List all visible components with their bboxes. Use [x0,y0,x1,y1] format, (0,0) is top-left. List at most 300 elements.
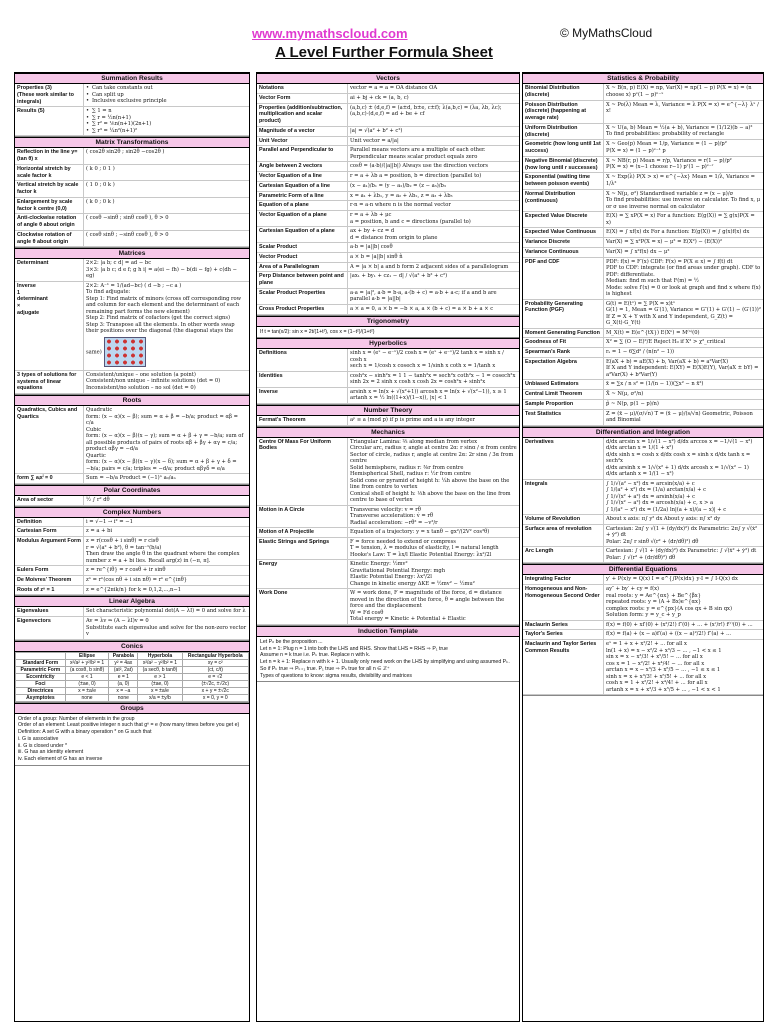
formula-row [15,282,249,371]
table-cell: Directrices [16,687,66,694]
formula-value: G(t) = E(tˣ) = ∑ P(X = x)tˣ G(1) = 1, Mean = G′(1), Variance = G″(1) + G′(1) − (G′(1))² If Z = X + Y with X and Y independent, G_Z(t) = G_X(t)·G_Y(t) [606,300,761,326]
formula-row [15,617,249,640]
section-mechanics [257,427,519,626]
formula-value: aᵖ ≡ a (mod p) if p is prime and a is any integer [350,416,476,423]
formula-label: Taylor's Series [523,630,604,639]
formula-label: Angle between 2 vectors [257,162,348,171]
formula-value: ai + bj + ck = (a, b, c) [350,94,409,101]
formula-label: Quadratics, Cubics and Quartics [15,406,84,473]
table-header-cell: Rectangular Hyperbola [182,652,248,659]
formula-row [257,201,519,211]
formula-row [523,358,763,381]
formula-label: Vector Equation of a plane [257,211,348,226]
formula-label: Area of sector [15,496,84,505]
section-text: If t = tan(x/2): sin x = 2t/(1+t²), cos x = (1−t²)/(1+t²) [260,328,375,335]
formula-label: Integrating Factor [523,575,604,584]
formula-label: Eigenvectors [15,617,84,639]
formula-label: Reflection in the line y=(tan θ) x [15,148,84,164]
section-vectors [257,73,519,316]
bullet-item: • Can take constants out [86,85,247,92]
formula-label: Cartesian Equation of a line [257,182,348,191]
formula-row [523,190,763,213]
formula-value: X ~ Exp(λ) P(X > x) = e^{−λx} Mean = 1/λ, Variance = 1/λ² [606,174,756,187]
formula-row [257,372,519,388]
formula-row [15,148,249,165]
formula-label: Modulus Argument Form [15,537,84,565]
formula-row [15,371,249,394]
formula-row [257,438,519,506]
section-title: Summation Results [15,73,249,84]
formula-label: Eigenvalues [15,607,84,616]
section-diff_eq [523,564,763,696]
formula-label: Expectation Algebra [523,358,604,380]
formula-value: 2×2: A⁻¹ = 1/(ad−bc) ( d −b ; −c a ) To find adjugate: Step 1: Find matrix of minors (cross off corresponding row and column for each element and the determinant of each remaining part forms the new element) Step 2: Find matrix of cofactors (get the correct signs) Step 3: Transpose all the elements. In other words swap their positions over the diagonal (the diagonal stays the same) [84,282,249,370]
formula-value: X² = ∑ (O − E)²/E Reject H₀ if X² > χ²_critical [606,339,726,346]
formula-value: X ~ Geo(p) Mean = 1/p, Variance = (1 − p)/p² P(X = x) = (1 − p)ˣ⁻¹ p [606,141,727,154]
formula-label: Maclaurin Series [523,621,604,630]
formula-value: ( k 0 ; 0 1 ) [86,165,115,172]
formula-row [523,525,763,548]
table-cell: x + y = ±√2c [182,687,248,694]
formula-row [523,630,763,640]
section-title: Conics [15,641,249,652]
formula-row [523,258,763,300]
formula-row [523,228,763,238]
formula-row [15,586,249,596]
formula-label: Parametric Form of a line [257,192,348,201]
table-row [16,687,249,694]
formula-label: Properties (addition/subtraction, multiplication and scalar product) [257,104,348,126]
formula-value: ( cosθ −sinθ ; sinθ cosθ ), θ > 0 [86,215,169,222]
formula-row [523,238,763,248]
section-linear_algebra [15,596,249,640]
formula-row [523,248,763,258]
conics-table [15,652,249,702]
formula-row [257,263,519,273]
formula-row [523,621,763,631]
formula-label: Inverse 1 determinant × adjugate [15,282,84,370]
formula-row [257,305,519,315]
formula-value: A = |a × b| a and b form 2 adjacent sides of a parallelogram [350,263,509,270]
formula-label: Expected Value Continuous [523,228,604,237]
section-matrix_transformations [15,137,249,248]
table-cell: xy = c² [182,659,248,666]
formula-value: |ax₁ + by₁ + cz₁ − d| / √(a² + b² + c²) [350,273,448,280]
section-title: Complex Numbers [15,507,249,518]
formula-label: Motion in A Circle [257,506,348,528]
formula-value: r = a + λb + μc a = position, b and c = directions (parallel to) [350,212,471,225]
formula-value: a·a = |a|², a·b = b·a, a·(b + c) = a·b + a·c; if a and b are parallel a·b = |a||b| [350,289,497,303]
formula-value: Equation of a trajectory: y = x tanθ − gx²/(2V² cos²θ) [350,529,490,535]
table-cell: (a secθ, b tanθ) [138,666,182,673]
formula-row [523,400,763,410]
bullet-item: • Can split up [86,92,247,99]
formula-row [257,388,519,404]
section-title: Groups [15,703,249,714]
formula-value: Consistent/unique – one solution (a point) Consistent/non unique – infinite solutions (det = 0) Inconsistent/no solution – no sol (det = 0) [86,371,221,391]
table-row [16,659,249,666]
formula-value: a × a = 0, a × b = −b × a, a × (b + c) = a × b + a × c [350,305,494,312]
formula-row [523,173,763,190]
formula-label: Variance Discrete [523,238,604,247]
formula-label: Homogeneous and Non-Homogeneous Second Order [523,585,604,620]
formula-label: Scalar Product Properties [257,289,348,304]
formula-row [523,480,763,516]
formula-row [523,157,763,174]
formula-value: ( cos2θ sin2θ ; sin2θ −cos2θ ) [86,149,165,156]
table-cell: none [65,694,109,701]
formula-value: ( cosθ sinθ ; −sinθ cosθ ), θ > 0 [86,231,169,238]
formula-label: Eulers Form [15,566,84,575]
formula-row [15,607,249,617]
table-header-cell: Ellipse [65,652,109,659]
section-polar [15,485,249,507]
formula-value: Sum = −b/a Product = (−1)ⁿ a₀/aₙ [86,475,176,481]
formula-value: Z = (x̄ − μ)/(σ/√n) T = (x̄ − μ)/(s/√n) Geometric, Poisson and Binomial [606,410,753,423]
header [0,0,768,61]
formula-row [523,300,763,329]
formula-label: Parallel and Perpendicular to [257,146,348,161]
formula-row [257,253,519,263]
table-cell: x = ±a/e [138,687,182,694]
formula-row [15,231,249,248]
formula-value: z = re^{iθ} = r cosθ + ir sinθ [86,567,166,573]
formula-row [523,101,763,124]
formula-value: E(X) = ∑ xP(X = x) For a function: E(g(X)) = ∑ g(x)P(X = x) [606,213,755,226]
section-title: Hyperbolics [257,338,519,349]
formula-value: ∫ 1/√(a² − x²) dx = arcsin(x/a) + c ∫ 1/(a² + x²) dx = (1/a) arctan(x/a) + c ∫ 1/√(x² + a²) dx = arsinh(x/a) + c ∫ 1/√(x² − a²) dx = arcosh(x/a) + c, x > a ∫ 1/(a² − x²) dx = (1/2a) ln|(a + x)/(a − x)| + c [606,480,727,513]
formula-row [15,165,249,182]
section-roots [15,395,249,485]
formula-row [523,348,763,358]
table-cell: (±√2c, ±√2c) [182,680,248,687]
column-left [14,72,250,1022]
formula-value: vector = a = a = OA distance OA [350,85,438,91]
formula-value [84,84,249,106]
formula-label: Spearman's Rank [523,348,604,357]
formula-label: Exponential (waiting time between poisson events) [523,173,604,189]
formula-row [523,329,763,339]
formula-row [523,547,763,563]
formula-label: Anti-clockwise rotation of angle θ about origin [15,214,84,230]
formula-value: Var(X) = ∫ x²f(x) dx − μ² [606,248,670,255]
formula-label: Definitions [257,349,348,371]
formula-value: Parallel means vectors are a multiple of each other. Perpendicular means scalar product equals zero [350,147,486,160]
section-title: Vectors [257,73,519,84]
formula-label: Surface area of revolution [523,525,604,547]
formula-label: Variance Continuous [523,248,604,257]
formula-row [523,380,763,390]
formula-row [523,410,763,426]
site-link[interactable]: www.mymathscloud.com [252,26,408,41]
formula-label: form ∑ aᵢxⁱ = 0 [15,474,84,483]
formula-label: Arc Length [523,547,604,562]
formula-value: X ~ Po(λ) Mean = λ, Variance = λ P(X = x) = e^{−λ} λˣ / x! [606,101,759,114]
formula-value: f(x) = f(0) + xf′(0) + (x²/2!) f″(0) + ... + (xʳ/r!) f⁽ʳ⁾(0) + ... [606,621,753,628]
section-title: Trigonometry [257,316,519,327]
section-matrices [15,248,249,395]
section-title: Matrices [15,248,249,259]
formula-label: Equation of a plane [257,201,348,210]
section-title: Matrix Transformations [15,137,249,148]
section-conics [15,641,249,703]
formula-value: zⁿ = rⁿ(cos nθ + i sin nθ) = rⁿ e^{inθ} [86,576,188,583]
formula-label: Cartesian Equation of a plane [257,227,348,242]
formula-value: ½ ∫ r² dθ [86,496,110,503]
formula-value: z = r(cosθ + i sinθ) = r cisθ r = √(a² + b²), θ = tan⁻¹(b/a) Then draw the angle θ in the quadrant where the complex number z = a + bi lies. Recall arg(z) in (−π, π]. [86,538,240,564]
formula-value: |a| = √(a² + b² + c²) [350,127,403,134]
section-title: Linear Algebra [15,596,249,607]
formula-label: Centre Of Mass For Uniform Bodies [257,438,348,505]
formula-row [523,212,763,228]
table-cell: e = 1 [109,673,138,680]
bullet-item: • ∑ r = ½n(n+1) [86,115,247,122]
formula-value: X̄ ~ N(μ, σ²/n) [606,391,644,397]
formula-value: arsinh x = ln(x + √(x²+1)) arcosh x = ln(x + √(x²−1)), x ≥ 1 artanh x = ½ ln((1+x)/(1−x)), |x| < 1 [350,388,507,402]
formula-row [257,272,519,289]
formula-label: Perp Distance between point and plane [257,272,348,288]
formula-label: Cartesian Form [15,527,84,536]
formula-label: Magnitude of a vector [257,127,348,136]
table-cell: x²/a² + y²/b² = 1 [65,659,109,666]
formula-value: d/dx arcsin x = 1/√(1 − x²) d/dx arccos x = −1/√(1 − x²) d/dx arctan x = 1/(1 + x²) d/dx sinh x = cosh x d/dx cosh x = sinh x d/dx tanh x = sech²x d/dx arsinh x = 1/√(x² + 1) d/dx arcosh x = 1/√(x² − 1) d/dx artanh x = 1/(1 − x²) [606,438,753,477]
formula-label: Work Done [257,589,348,624]
formula-label: Determinant [15,259,84,281]
column-right [522,72,764,1022]
table-cell: y² = 4ax [109,659,138,666]
formula-row [15,107,249,136]
formula-label: Negative Binomial (discrete) (how long until r successes) [523,157,604,173]
table-cell: (at², 2at) [109,666,138,673]
formula-row [257,84,519,94]
formula-value: ( 1 0 ; 0 k ) [86,182,115,189]
formula-row [257,182,519,192]
formula-row [15,496,249,506]
table-cell: x = ±a/e [65,687,109,694]
section-title: Statistics & Probability [523,73,763,84]
formula-row [257,137,519,147]
formula-value: x = a₁ + λb₁, y = a₂ + λb₂, z = a₃ + λb₃ [350,192,453,199]
section-title: Roots [15,395,249,406]
formula-row [257,146,519,162]
formula-row [257,192,519,202]
formula-value: E(aX + b) = aE(X) + b, Var(aX + b) = a²Var(X) If X and Y independent: E(XY) = E(X)E(Y), Var(aX ± bY) = a²Var(X) + b²Var(Y) [606,358,759,378]
formula-row [257,162,519,172]
table-cell: Parametric Form [16,666,66,673]
formula-value: (a,b,c) ± (d,e,f) = (a±d, b±e, c±f); λ(a,b,c) = (λa, λb, λc); (a,b,c)·(d,e,f) = ad + be + cf [350,104,502,117]
formula-value: X ~ N(μ, σ²) Standardised variable z = (x − μ)/σ To find probabilities: use inverse on calculator. To find x, μ or σ use inverse normal on calculator [606,190,761,210]
formula-label: Volume of Revolution [523,515,604,524]
formula-value: sinh x = (eˣ − e⁻ˣ)/2 cosh x = (eˣ + e⁻ˣ)/2 tanh x = sinh x / cosh x sech x = 1/cosh x cosech x = 1/sinh x coth x = 1/tanh x [350,350,504,370]
section-groups [15,703,249,766]
table-cell: (±ae, 0) [138,680,182,687]
formula-value: ( k 0 ; 0 k ) [86,198,115,205]
formula-row [523,390,763,400]
formula-label: Energy [257,560,348,588]
formula-row [257,528,519,538]
column-middle [256,72,520,1022]
formula-value: r·n = a·n where n is the normal vector [350,202,451,209]
formula-value: M_X(t) = E(e^{tX}) E(Xⁿ) = M⁽ⁿ⁾(0) [606,329,700,336]
table-cell: e = √2 [182,673,248,680]
formula-value: z = a + bi [86,528,113,535]
formula-value: Set characteristic polynomial det(A − λI) = 0 and solve for λ [86,608,246,615]
section-title: Mechanics [257,427,519,438]
formula-row [15,406,249,474]
formula-label: Horizontal stretch by scale factor k [15,165,84,181]
formula-label: Normal Distribution (continuous) [523,190,604,212]
section-complex [15,507,249,597]
formula-value: Cartesian: 2π∫ y √(1 + (dy/dx)²) dx Parametric: 2π∫ y √(ẋ² + ẏ²) dt Polar: 2π∫ r sinθ √(r² + (dr/dθ)²) dθ [606,525,758,545]
formula-label: Properties (3) (These work similar to integrals) [15,84,84,106]
table-cell: Standard Form [16,659,66,666]
formula-row [523,338,763,348]
formula-value: 2×2: |a b; c d| = ad − bc 3×3: |a b c; d e f; g h i| = a(ei − fh) − b(di − fg) + c(dh − eg) [86,260,238,280]
table-cell: e < 1 [65,673,109,680]
formula-label: Test Statistics [523,410,604,425]
table-cell: (ct, c/t) [182,666,248,673]
formula-value: Cartesian: ∫ √(1 + (dy/dx)²) dx Parametric: ∫ √(ẋ² + ẏ²) dt Polar: ∫ √(r² + (dr/dθ)²) dθ [606,548,757,561]
formula-value: cosθ = (a·b)/(|a||b|) Always use the direction vectors [350,163,489,170]
section-title: Differential Equations [523,564,763,575]
formula-label: Enlargement by scale factor k centre (0,0) [15,198,84,214]
formula-label: 3 types of solutions for systems of linear equations [15,371,84,393]
formula-label: Scalar Product [257,243,348,252]
bullet-item: • ∑ r³ = ¼n²(n+1)² [86,128,247,135]
formula-label: Maclaurin and Taylor Series Common Results [523,640,604,694]
formula-value: Quadratic form: (x − α)(x − β); sum = α + β = −b/a; product = αβ = c/a Cubic form: (x − α)(x − β)(x − γ); sum = α + β + γ = −b/a; sum of all possible products of pairs of roots αβ + βγ + αγ = c/a; product αβγ = −d/a Quartic form: (x − α)(x − β)(x − γ)(x − δ); sum = α + β + γ + δ = −b/a; pairs = c/a; triples = −d/a; product αβγδ = e/a [86,407,244,472]
formula-value: r = a + λb a = position, b = direction (parallel to) [350,173,482,179]
section-diff_int [523,427,763,565]
formula-value: Transverse velocity: v = rθ̇ Transverse acceleration: v̇ = rθ̈ Radial acceleration: −rθ̇² = −v²/r [350,506,438,526]
formula-row [523,575,763,585]
formula-row [257,538,519,561]
formula-value: Triangular Lamina: ⅔ along median from vertex Circular arc, radius r, angle at centre 2α: r sinα / α from centre Sector of circle, radius r, angle at centre 2α: 2r sinα / 3α from centre Solid hemisphere, radius r: ⅜r from centre Hemispherical Shell, radius r: ½r from centre Solid cone or pyramid of height h: ¼h above the base on the line from centre to vertex Conical shell of height h: ⅓h above the base on the line from centre to base of vertex [350,438,517,503]
formula-label: Roots of zⁿ = 1 [15,586,84,595]
formula-value: x̄ = ∑x / n s² = (1/(n − 1))(∑x² − n x̄²) [606,381,704,388]
formula-row [15,527,249,537]
formula-label: Goodness of Fit [523,338,604,347]
formula-row [15,181,249,198]
formula-row [257,589,519,625]
section-title: Number Theory [257,405,519,416]
formula-value: E(X) = ∫ xf(x) dx For a function: E(g(X)) = ∫ g(x)f(x) dx [606,229,750,236]
formula-value: cosh²x − sinh²x = 1 1 − tanh²x = sech²x coth²x − 1 = cosech²x sinh 2x = 2 sinh x cosh x cosh 2x = cosh²x + sinh²x [350,372,516,386]
formula-value: X ~ B(n, p) E(X) = np, Var(X) = np(1 − p) P(X = x) = (n choose x) pˣ(1 − p)ⁿ⁻ˣ [606,85,752,98]
formula-label: Uniform Distribution (discrete) [523,124,604,140]
table-cell: x/a = ±y/b [138,694,182,701]
formula-label: Vector Product [257,253,348,262]
formula-value: i = √−1 → i² = −1 [86,518,133,525]
formula-value: eˣ = 1 + x + x²/2! + ... for all x ln(1 + x) = x − x²/2 + x³/3 − ... , −1 < x ≤ 1 sin x = x − x³/3! + x⁵/5! − ... for all x cos x = 1 − x²/2! + x⁴/4! − ... for all x arctan x = x − x³/3 + x⁵/5 − ... , −1 ≤ x ≤ 1 sinh x = x + x³/3! + x⁵/5! + ... for all x cosh x = 1 + x²/2! + x⁴/4! + ... for all x artanh x = x + x³/3 + x⁵/5 + ... , −1 < x < 1 [606,641,722,693]
formula-value: rₛ = 1 − 6∑d² / (n(n² − 1)) [606,349,675,355]
formula-value: Av = λv ⇒ (A − λI)v = 0 Substitute each eigenvalue and solve for the non-zero vector v [86,618,247,637]
table-cell: (a, 0) [109,680,138,687]
table-row [16,680,249,687]
section-title: Induction Template [257,626,519,637]
formula-label: Unbiased Estimators [523,380,604,389]
matrix-minor-diagram [104,337,146,367]
section-title: Differentiation and Integration [523,427,763,438]
formula-value [84,107,249,135]
formula-label: Integrals [523,480,604,515]
formula-label: Vertical stretch by scale factor k [15,181,84,197]
formula-label: Geometric (how long until 1st success) [523,140,604,156]
bullet-item: • Inclusive exclusive principle [86,98,247,105]
copyright: © MyMathsCloud [560,26,653,40]
section-text: Let Pₙ be the proposition ... Let n = 1: Plug n = 1 into both the LHS and RHS. Show that LHS = RHS ⇒ P₁ true Assume n = k true i.e. Pₖ true. Replace n with k. Let n = k + 1: Replace n with k + 1. Usually only need work on the LHS by simplifying and using assumed Pₖ. So if Pₖ true ⇒ Pₖ₊₁ true. P₁ true ⇒ Pₙ true for all n ∈ ℤ⁺ Types of questions to know: sigma results, divisibility and matrices [260,638,510,679]
formula-label: Expected Value Discrete [523,212,604,227]
formula-row [257,227,519,243]
formula-row [523,124,763,141]
section-number_theory [257,405,519,427]
formula-label: Notations [257,84,348,93]
formula-value: PDF: f(x) = F′(x) CDF: F(x) = P(X ≤ x) = ∫ f(t) dt PDF to CDF: integrate (or find areas under graph). CDF to PDF: differentiate. Median: find m such that F(m) = ½ Mode: solve f′(x) = 0 or look at graph and find x where f(x) is highest [606,258,761,297]
formula-label: Derivatives [523,438,604,479]
table-cell: Eccentricity [16,673,66,680]
formula-value: W = work done, F = magnitude of the force, d = distance moved in the direction of the force, θ = angle between the force and the displacement W = Fd cosθ Total energy = Kinetic + Potential + Elastic [350,590,505,623]
section-text: Order of a group: Number of elements in the group Order of an element: Least positive integer n such that gⁿ = e (how many times before you get e) Definition: A set G with a binary operation * on G such that i. G is associative ii. G is closed under * iii. G has an identity element iv. Each element of G has an inverse [18,715,240,762]
table-cell: x = −a [109,687,138,694]
formula-row [257,172,519,182]
formula-value: ax + by + cz = d d = distance from origin to plane [350,228,438,241]
table-row [16,666,249,673]
section-trig [257,316,519,339]
formula-row [523,84,763,101]
table-cell: (a cosθ, b sinθ) [65,666,109,673]
table-cell: Asymptotes [16,694,66,701]
formula-label: Definition [15,518,84,527]
formula-row [257,104,519,127]
formula-value: Kinetic Energy: ½mv² Gravitational Potential Energy: mgh Elastic Potential Energy: λx²/2l Change in kinetic energy ΔKE = ½mv² − ½mu² [350,561,475,587]
formula-label: PDF and CDF [523,258,604,299]
formula-label: Area of a Parallelogram [257,263,348,272]
formula-label: Inverse [257,388,348,403]
bullet-item: • ∑ r² = ⅙n(n+1)(2n+1) [86,121,247,128]
formula-label: Probability Generating Function (PGF) [523,300,604,328]
table-header-cell [16,652,66,659]
formula-value: X ~ NB(r, p) Mean = r/p, Variance = r(1 − p)/p² P(X = x) = (x−1 choose r−1) pʳ(1 − p)ˣ⁻ʳ [606,157,732,171]
formula-row [15,576,249,586]
formula-label: Unit Vector [257,137,348,146]
formula-row [257,349,519,372]
formula-row [523,640,763,695]
formula-value: F = force needed to extend or compress T = tension, λ = modulus of elasticity, l = natural length Hooke's Law: T = λx/l Elastic Potential Energy: λx²/2l [350,538,499,558]
table-row [16,694,249,701]
formula-row [257,560,519,589]
formula-row [257,211,519,227]
formula-row [257,94,519,104]
formula-label: De Moivres' Theorem [15,576,84,585]
section-stats [523,73,763,427]
formula-row [257,289,519,305]
formula-label: Fermat's Theorem [257,416,348,425]
formula-value: p̂ ~ N(p, p(1 − p)/n) [606,400,659,407]
page-title: A Level Further Formula Sheet [275,44,493,61]
formula-label: Clockwise rotation of angle θ about origin [15,231,84,247]
formula-row [257,416,519,426]
formula-row [15,198,249,215]
bullet-item: • ∑ 1 = n [86,108,247,115]
formula-value: f(x) = f(a) + (x − a)f′(a) + ((x − a)²/2!) f″(a) + ... [606,631,732,638]
table-cell: x²/a² − y²/b² = 1 [138,659,182,666]
formula-label: Cross Product Properties [257,305,348,314]
formula-row [523,585,763,621]
formula-value: Unit vector = a/|a| [350,137,399,144]
table-row [16,673,249,680]
formula-value: a × b = |a||b| sinθ n̂ [350,253,403,260]
formula-label: Identities [257,372,348,387]
